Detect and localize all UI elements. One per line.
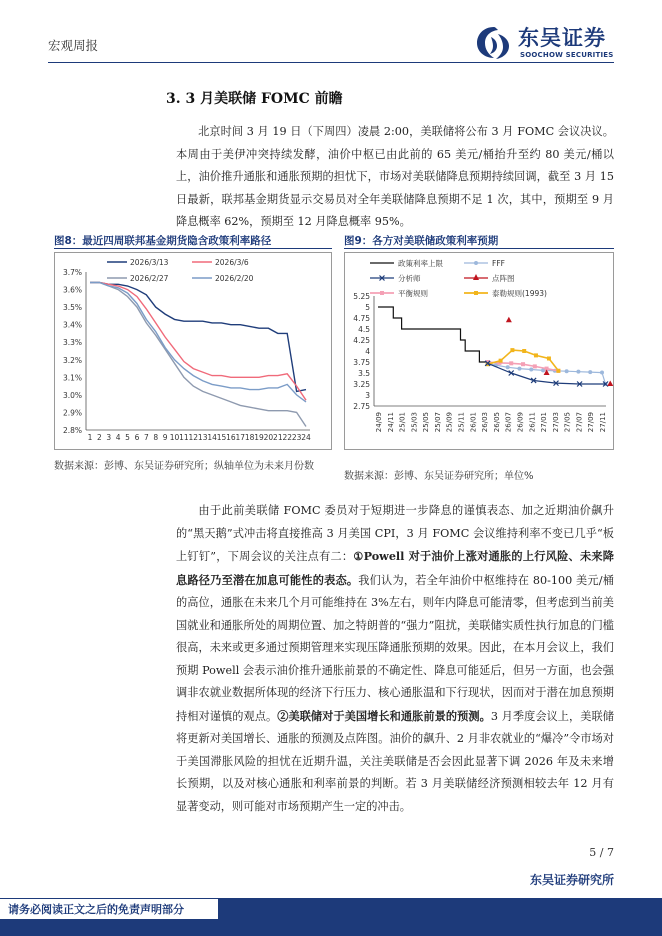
fig9-fff-point xyxy=(600,371,604,375)
fig9-fff-point xyxy=(576,370,580,374)
fig8-caption: 图8：最近四周联邦基金期货隐含政策利率路径 xyxy=(54,235,272,247)
fig9-x-tick-label: 26/01 xyxy=(469,412,478,433)
fig9-x-tick-label: 27/09 xyxy=(587,412,596,433)
fig8-x-tick-label: 19 xyxy=(254,433,264,442)
fig8-y-tick-label: 3.7% xyxy=(62,268,82,277)
body-paragraph xyxy=(176,500,614,818)
fig8-x-tick-label: 1 xyxy=(87,433,93,442)
fig8-x-tick-label: 12 xyxy=(188,433,199,442)
fig8-x-tick-label: 16 xyxy=(226,433,236,442)
fig9-fff-point xyxy=(529,367,533,371)
fig8-x-tick-label: 14 xyxy=(207,433,217,442)
fig9-x-tick-label: 25/11 xyxy=(457,412,466,433)
fig8-x-tick-label: 15 xyxy=(216,433,227,442)
fig8-x-tick-label: 24 xyxy=(301,433,311,442)
fig9-caption-rule xyxy=(344,248,614,249)
fig8-x-tick-label: 20 xyxy=(263,433,274,442)
fig9-x-tick-label: 25/07 xyxy=(433,412,442,433)
fig9-y-tick-label: 4.75 xyxy=(353,314,370,323)
section-title: 3. 3 月美联储 FOMC 前瞻 xyxy=(166,91,343,107)
fig9-x-tick-label: 27/01 xyxy=(540,412,549,433)
fig9-fff-point xyxy=(517,367,521,371)
footer-disclaimer-box xyxy=(0,899,218,919)
fig8-x-tick-label: 2 xyxy=(97,433,102,442)
fig8-x-tick-label: 13 xyxy=(197,433,208,442)
logo-mark-icon xyxy=(474,24,514,62)
intro-paragraph xyxy=(176,121,614,234)
fig8-y-tick-label: 2.8% xyxy=(62,426,82,435)
fig8-x-tick-label: 21 xyxy=(273,433,283,442)
fig9-fff-point xyxy=(506,365,510,369)
fig9-y-tick-label: 3.25 xyxy=(353,380,370,389)
fig8-x-tick-label: 7 xyxy=(143,433,149,442)
fig8-y-tick-label: 3.3% xyxy=(62,338,82,348)
fig9-y-tick-label: 5 xyxy=(365,303,370,312)
fig9-x-tick-label: 26/07 xyxy=(504,412,513,433)
body-text-c: 3 月季度会议上，美联储将更新对美国增长、通胀的预测及点阵图。油价的飙升、2 月非农就业的“爆冷”令市场对于美国滞胀风险的担忧在近期升温，关注美联储是否会因此显著下调 2026 年及未来增长预期，以及对核心通胀和利率前景的判断。若 3 月美联储经济预测相较去年 12 月有显著变动，则可能对市场预期产生一定的冲击。 xyxy=(176,709,614,813)
fig9-y-tick-label: 4 xyxy=(365,347,370,356)
fig9-balanced-rule-point xyxy=(521,362,525,366)
fig9-taylor-rule-point xyxy=(534,353,538,357)
fig9-x-tick-label: 24/11 xyxy=(386,412,395,433)
fig9-x-tick-label: 27/03 xyxy=(551,412,560,433)
footer-disclaimer: 请务必阅读正文之后的免责声明部分 xyxy=(8,903,184,916)
fig9-x-tick-label: 27/05 xyxy=(563,412,572,433)
fig9-x-tick-label: 24/09 xyxy=(375,412,383,433)
header-rule xyxy=(48,62,614,63)
fig9-legend-label: FFF xyxy=(492,259,505,268)
fig8-x-tick-label: 9 xyxy=(162,433,168,442)
body-bold-point-1: ①Powell 对于油价上涨对通胀的上行风险、未来降息路径乃至潜在加息可能性的表态。 xyxy=(176,549,614,587)
fig8-x-tick-label: 3 xyxy=(106,433,112,442)
fig8-y-tick-label: 3.5% xyxy=(62,303,82,313)
fig8-chart xyxy=(54,252,332,450)
page-number: 5 / 7 xyxy=(589,846,614,859)
header-section-label: 宏观周报 xyxy=(48,38,99,53)
fig8-x-tick-label: 11 xyxy=(179,433,189,442)
fig8-x-tick-label: 17 xyxy=(235,433,246,442)
fig9-x-tick-label: 26/03 xyxy=(481,412,490,433)
fig9-x-tick-label: 27/07 xyxy=(575,412,584,433)
fig9-legend-label: 泰勒规则(1993) xyxy=(492,289,547,298)
fig8-x-tick-label: 8 xyxy=(153,433,159,442)
fig9-legend-marker xyxy=(380,291,384,295)
fig9-x-tick-label: 26/05 xyxy=(492,412,501,433)
fig9-y-tick-label: 2.75 xyxy=(353,402,370,411)
fig8-caption-rule xyxy=(54,248,332,249)
fig9-balanced-rule-point xyxy=(533,364,537,368)
fig9-y-tick-label: 5.25 xyxy=(353,292,370,301)
fig9-legend-label: 点阵图 xyxy=(492,274,515,283)
fig9-y-tick-label: 3.5 xyxy=(358,369,370,378)
fig8-x-tick-label: 6 xyxy=(134,433,140,442)
fig9-x-tick-label: 25/05 xyxy=(422,412,431,433)
fig9-y-tick-label: 4.25 xyxy=(353,336,370,345)
fig9-x-tick-label: 26/11 xyxy=(528,412,537,433)
fig9-taylor-rule-point xyxy=(556,369,560,373)
fig8-legend-label: 2026/3/13 xyxy=(130,258,169,267)
fig8-y-tick-label: 3.6% xyxy=(62,285,82,295)
fig9-y-tick-label: 4.5 xyxy=(358,325,370,334)
body-text-a: 由于此前美联储 FOMC 委员对于短期进一步降息的谨慎表态、加之近期油价飙升的“黑天鹅”式冲击将直接推高 3 月美国 CPI，3 月 FOMC 会议维持利率不变已几乎“板上钉钉”，下周会议的关注点有二： xyxy=(176,504,614,563)
logo-text-cn: 东吴证券 xyxy=(518,26,606,50)
logo-text-en: SOOCHOW SECURITIES xyxy=(520,51,614,59)
fig8-y-tick-label: 2.9% xyxy=(62,408,82,418)
fig8-y-tick-label: 3.2% xyxy=(62,355,82,365)
fig8-source: 数据来源：彭博、东吴证券研究所；纵轴单位为未来月份数 xyxy=(54,461,314,472)
fig8-x-tick-label: 18 xyxy=(244,433,255,442)
fig9-x-tick-label: 27/11 xyxy=(599,412,607,433)
fig8-x-tick-label: 4 xyxy=(115,433,121,442)
fig9-taylor-rule-point xyxy=(547,356,551,360)
fig9-legend-label: 平衡规则 xyxy=(398,289,428,298)
fig9-x-tick-label: 25/01 xyxy=(398,412,407,433)
fig9-y-tick-label: 3.75 xyxy=(353,358,370,367)
fig9-fff-point xyxy=(588,370,592,374)
fig9-legend-label: 政策利率上限 xyxy=(398,259,443,268)
company-logo xyxy=(474,24,622,62)
fig9-legend-marker xyxy=(474,291,478,295)
fig8-y-tick-label: 3.0% xyxy=(62,390,82,400)
fig9-taylor-rule-point xyxy=(499,359,503,363)
fig8-x-tick-label: 10 xyxy=(169,433,180,442)
fig9-x-tick-label: 25/09 xyxy=(445,412,454,433)
fig9-legend-marker xyxy=(474,261,478,265)
fig9-chart xyxy=(344,252,614,450)
fig9-x-tick-label: 25/03 xyxy=(410,412,419,433)
fig9-legend-label: 分析师 xyxy=(398,274,421,283)
fig9-y-tick-label: 3 xyxy=(365,391,370,400)
footer-institute: 东吴证券研究所 xyxy=(529,873,614,887)
fig9-taylor-rule-point xyxy=(522,349,526,353)
fig8-x-tick-label: 22 xyxy=(282,433,292,442)
fig8-legend-label: 2026/2/27 xyxy=(130,274,169,283)
fig9-balanced-rule-point xyxy=(509,361,513,365)
fig8-y-tick-label: 3.1% xyxy=(62,373,82,383)
body-bold-point-2: ②美联储对于美国增长和通胀前景的预测。 xyxy=(277,708,491,723)
body-text-b: 我们认为，若全年油价中枢维持在 80-100 美元/桶的高位，通胀在未来几个月可能维持在 3%左右，则年内降息可能清零，但考虑到当前美国就业和通胀所处的周期位置、加之特朗普的“强力”阻扰，美联储实质性执行加息的门槛很高，未来或更多通过预期管理来实现压降通胀预期的效果。因此，在本月会议上，我们预期 Powell 会表示油价推升通胀前景的不确定性、降息可能延后，但另一方面，也会强调非农就业数据所体现的经济下行压力、核心通胀温和下行现状，因而对于潜在加息预期持相对谨慎的观点。 xyxy=(176,573,614,723)
fig9-fff-point xyxy=(565,369,569,373)
fig8-legend-label: 2026/2/20 xyxy=(215,274,254,283)
fig8-y-tick-label: 3.4% xyxy=(62,320,82,330)
fig9-x-tick-label: 26/09 xyxy=(516,412,525,433)
fig8-legend-label: 2026/3/6 xyxy=(215,258,249,267)
fig9-taylor-rule-point xyxy=(510,348,514,352)
intro-text: 北京时间 3 月 19 日（下周四）凌晨 2:00，美联储将公布 3 月 FOMC 会议决议。本周由于美伊冲突持续发酵，油价中枢已由此前的 65 美元/桶抬升至约 80 美元/桶以上，油价推升通胀和通胀预期的担忧下，市场对美联储降息预期持续回调，截至 3 月 15 日最新，联邦基金期货显示交易员对全年美联储降息预期不足 1 次，其中，预期至 9 月降息概率 62%，预期至 12 月降息概率 95%。 xyxy=(176,125,614,228)
fig8-x-tick-label: 23 xyxy=(291,433,302,442)
fig8-x-tick-label: 5 xyxy=(125,433,130,442)
fig9-source: 数据来源：彭博、东吴证券研究所；单位% xyxy=(344,471,534,482)
fig9-caption: 图9：各方对美联储政策利率预期 xyxy=(344,235,499,247)
